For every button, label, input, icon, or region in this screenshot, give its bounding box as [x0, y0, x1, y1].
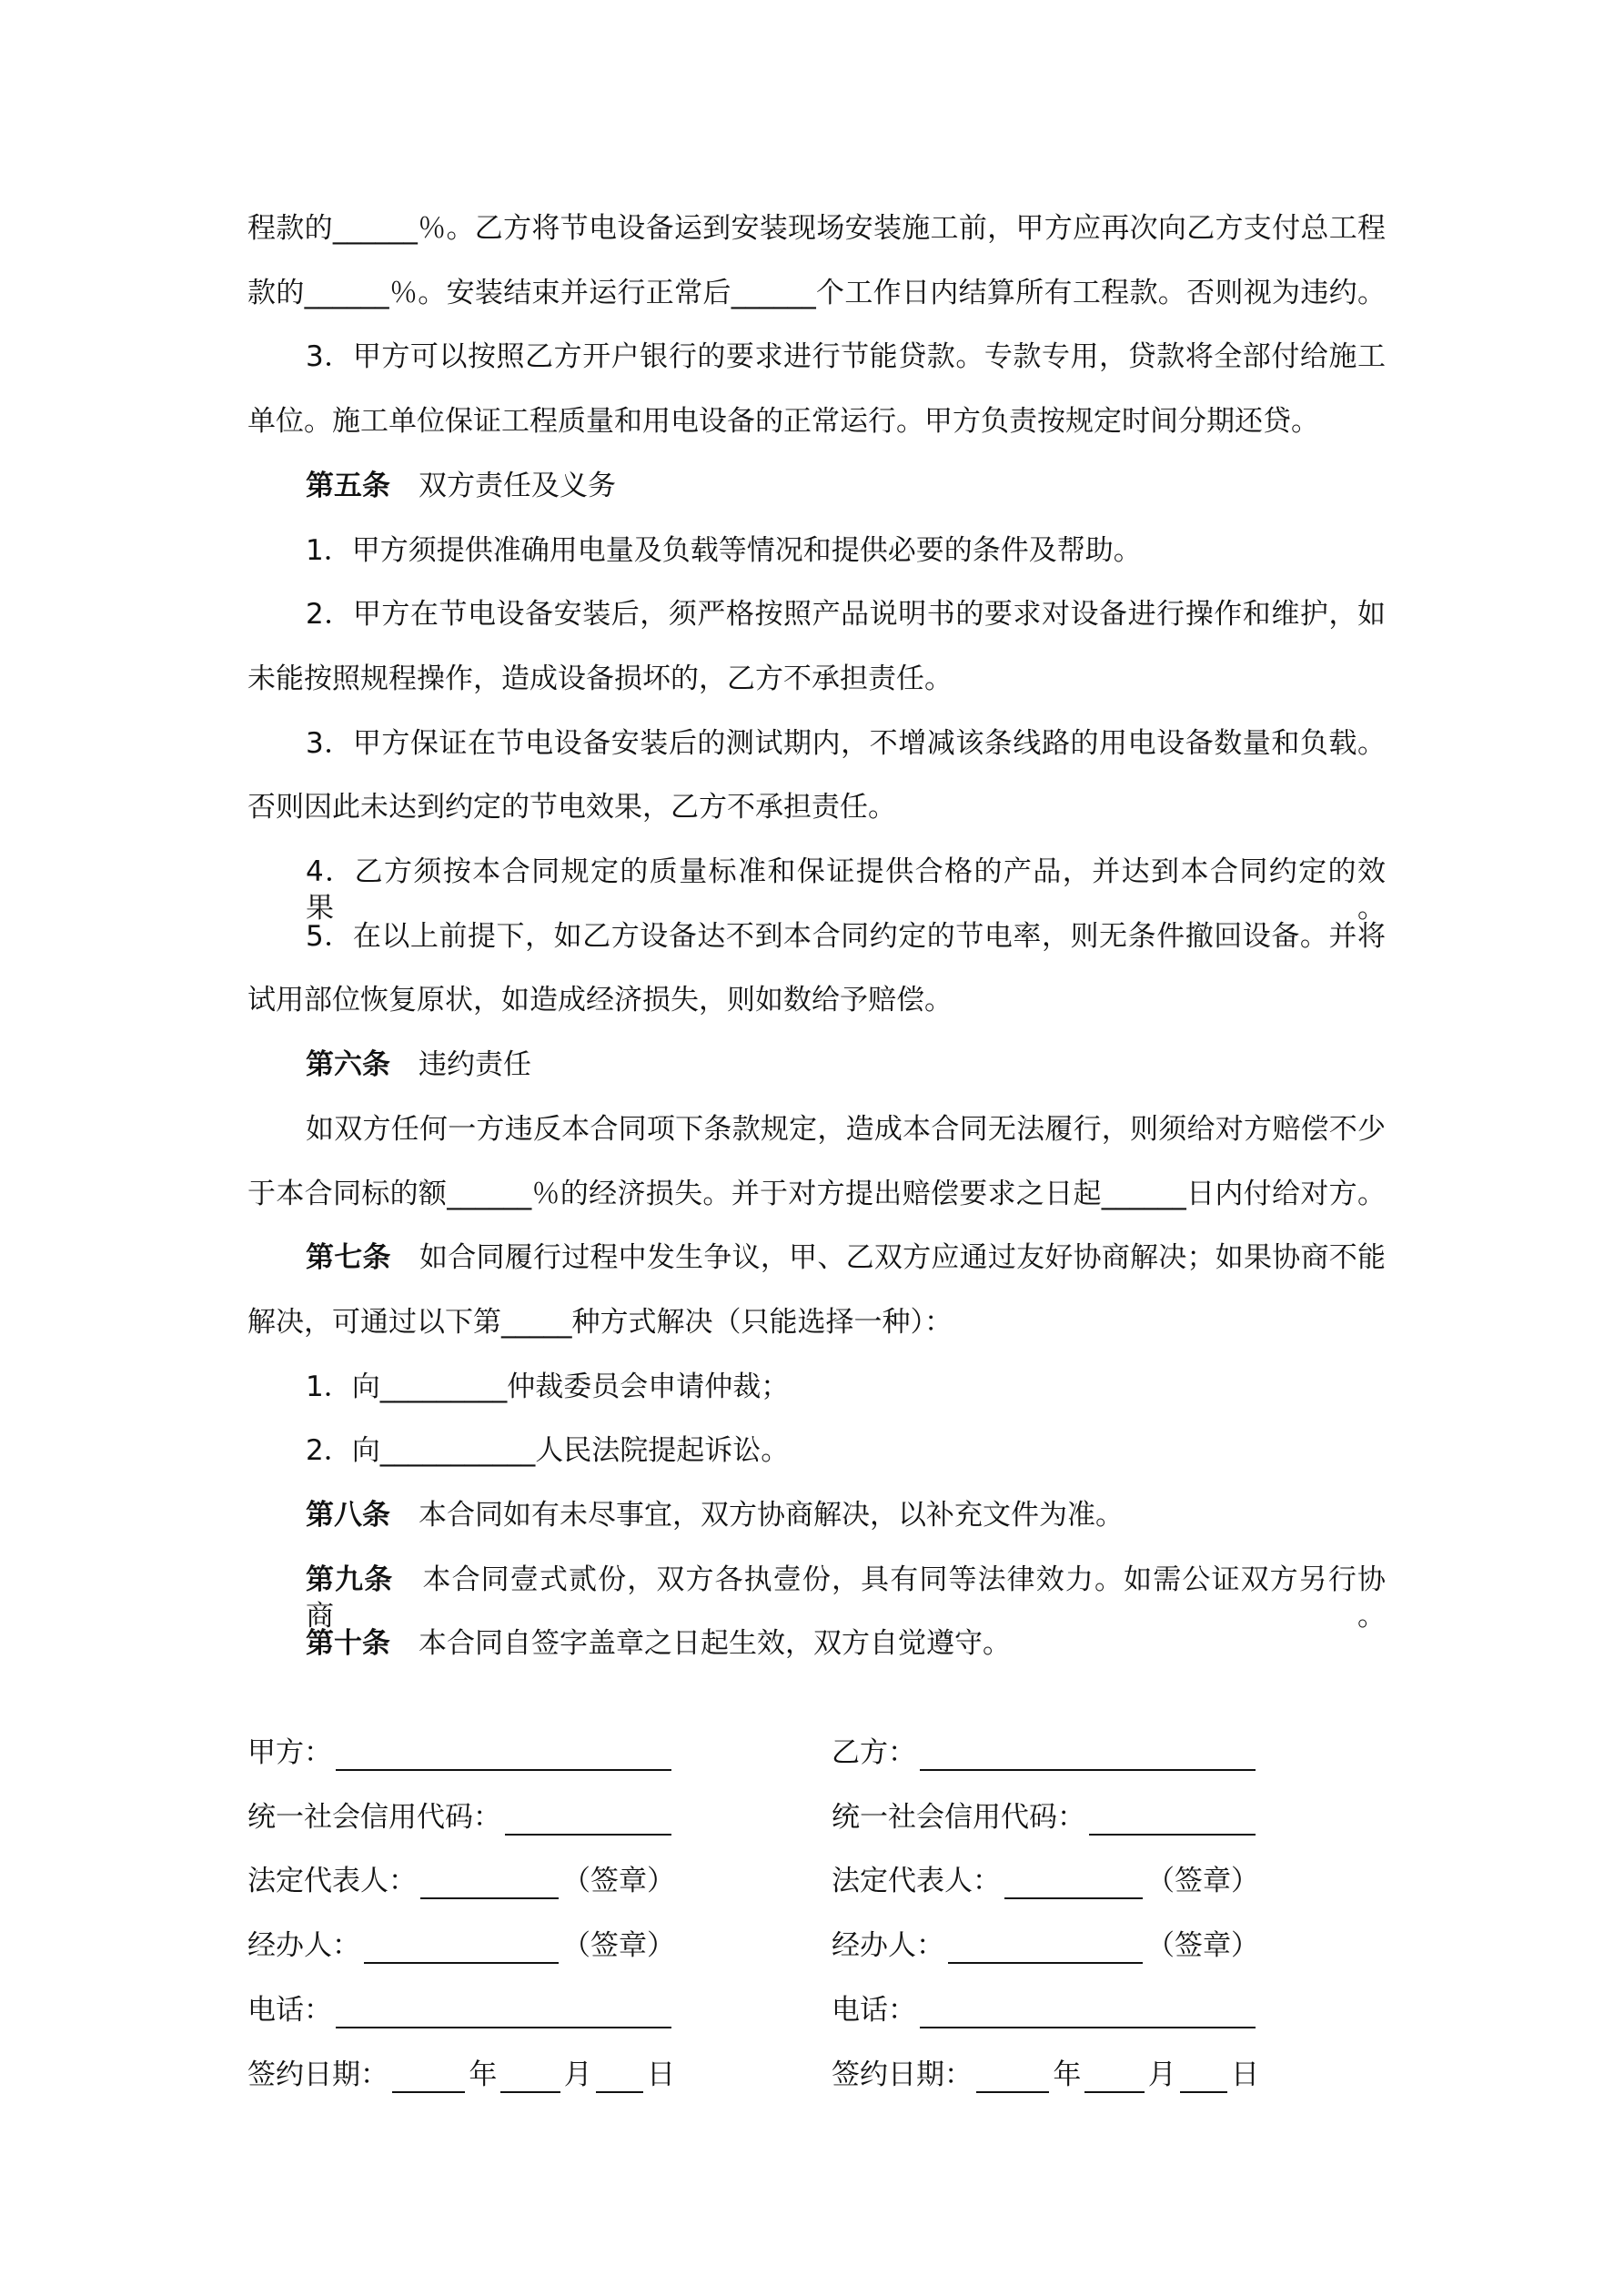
phone-label: 电话： [247, 1993, 332, 2027]
signature-row [247, 1799, 675, 1836]
signature-row [247, 1927, 675, 1964]
body-line [247, 661, 1386, 697]
line-text: 3．甲方保证在节电设备安装后的测试期内，不增减该条线路的用电设备数量和负载。 [306, 726, 1386, 760]
name-label: 甲方： [247, 1736, 332, 1769]
seal: （签章） [1146, 1929, 1259, 1963]
phone-field[interactable] [920, 1999, 1256, 2028]
line-text: 未能按照规程操作，造成设备损坏的，乙方不承担责任。 [247, 662, 953, 695]
line-text: 本合同壹式贰份，双方各执壹份，具有同等法律效力。如需公证双方另行协商。 [306, 1563, 1387, 1633]
article-number: 第六条 [306, 1048, 390, 1082]
name-label: 乙方： [832, 1736, 916, 1769]
seal: （签章） [1146, 1865, 1259, 1898]
body-line [247, 275, 1386, 311]
line-text: 5．在以上前提下，如乙方设备达不到本合同约定的节电率，则无条件撤回设备。并将 [306, 919, 1386, 953]
body-line [306, 532, 1386, 569]
line-text: 双方责任及义务 [390, 469, 616, 502]
year: 年 [469, 2058, 498, 2091]
signature-row [247, 1863, 675, 1899]
line-text: 违约责任 [390, 1048, 531, 1082]
article-heading-line [306, 1239, 1386, 1276]
agent-label: 经办人： [832, 1929, 944, 1963]
body-line [247, 210, 1386, 247]
article-number: 第十条 [306, 1627, 390, 1661]
signature-row [247, 1735, 675, 1771]
line-text: 2．甲方在节电设备安装后，须严格按照产品说明书的要求对设备进行操作和维护，如 [306, 598, 1386, 632]
article-heading-line [306, 1562, 1386, 1634]
body-line [306, 854, 1386, 926]
article-heading-line [306, 1047, 1386, 1083]
rep-label: 法定代表人： [832, 1865, 1001, 1898]
article-heading-line [306, 1497, 1386, 1533]
line-text: 解决，可通过以下第_____种方式解决（只能选择一种）： [247, 1305, 953, 1339]
signature-row [247, 2057, 675, 2093]
day-field[interactable] [1180, 2064, 1227, 2093]
line-text: 4．乙方须按本合同规定的质量标准和保证提供合格的产品，并达到本合同约定的效果。 [306, 855, 1386, 925]
article-number: 第七条 [306, 1241, 391, 1275]
line-text: 3．甲方可以按照乙方开户银行的要求进行节能贷款。专款专用，贷款将全部付给施工 [306, 340, 1386, 374]
seal: （签章） [562, 1865, 675, 1898]
body-line [247, 403, 1386, 440]
day: 日 [1231, 2058, 1259, 2091]
line-text: 程款的______％。乙方将节电设备运到安装现场安装施工前，甲方应再次向乙方支付总工程 [247, 212, 1386, 245]
body-line [247, 1304, 1386, 1340]
signature-row [832, 1799, 1259, 1836]
signature-row [832, 1927, 1259, 1964]
legal-rep-field[interactable] [1004, 1870, 1143, 1899]
line-text: 否则因此未达到约定的节电效果，乙方不承担责任。 [247, 791, 896, 824]
phone-field[interactable] [336, 1999, 671, 2028]
rep-label: 法定代表人： [247, 1865, 417, 1898]
line-text: 款的______％。安装结束并运行正常后______个工作日内结算所有工程款。否则视为违约。 [247, 276, 1386, 309]
day: 日 [647, 2058, 675, 2091]
body-line [306, 918, 1386, 955]
credit-code-field[interactable] [1089, 1806, 1256, 1836]
body-line [306, 725, 1386, 762]
signature-row [832, 1992, 1259, 2028]
date-label: 签约日期： [247, 2058, 388, 2091]
body-line [306, 596, 1386, 632]
credit-label: 统一社会信用代码： [832, 1800, 1085, 1834]
signature-row [832, 1735, 1259, 1771]
name-field[interactable] [336, 1742, 671, 1771]
line-text: 单位。施工单位保证工程质量和用电设备的正常运行。甲方负责按规定时间分期还贷。 [247, 405, 1319, 439]
line-text: 本合同如有未尽事宜，双方协商解决，以补充文件为准。 [390, 1499, 1124, 1532]
date-label: 签约日期： [832, 2058, 973, 2091]
line-text: 2．向___________人民法院提起诉讼。 [306, 1434, 790, 1468]
body-line [306, 339, 1386, 375]
body-line [306, 1369, 1386, 1405]
year: 年 [1053, 2058, 1082, 2091]
article-number: 第八条 [306, 1499, 390, 1532]
agent-field[interactable] [948, 1935, 1143, 1964]
legal-rep-field[interactable] [420, 1870, 559, 1899]
seal: （签章） [562, 1929, 675, 1963]
signature-row [832, 2057, 1259, 2093]
month: 月 [563, 2058, 592, 2091]
name-field[interactable] [920, 1742, 1256, 1771]
signature-row [247, 1992, 675, 2028]
credit-label: 统一社会信用代码： [247, 1800, 501, 1834]
article-number: 第五条 [306, 469, 390, 502]
body-line [247, 1176, 1386, 1212]
line-text: 1．向_________仲裁委员会申请仲裁； [306, 1370, 790, 1403]
month-field[interactable] [1084, 2064, 1144, 2093]
signature-row [832, 1863, 1259, 1899]
body-line [247, 982, 1386, 1018]
line-text: 如双方任何一方违反本合同项下条款规定，造成本合同无法履行，则须给对方赔偿不少 [306, 1112, 1386, 1146]
article-heading-line [306, 1625, 1386, 1662]
day-field[interactable] [596, 2064, 643, 2093]
article-heading-line [306, 468, 1386, 504]
article-number: 第九条 [306, 1563, 394, 1596]
phone-label: 电话： [832, 1993, 916, 2027]
credit-code-field[interactable] [505, 1806, 671, 1836]
year-field[interactable] [392, 2064, 465, 2093]
line-text: 于本合同标的额______％的经济损失。并于对方提出赔偿要求之日起______日内付给对方。 [247, 1177, 1386, 1210]
body-line [247, 789, 1386, 825]
body-line [306, 1432, 1386, 1469]
month-field[interactable] [500, 2064, 560, 2093]
body-line [306, 1111, 1386, 1148]
line-text: 如合同履行过程中发生争议，甲、乙双方应通过友好协商解决；如果协商不能 [390, 1241, 1387, 1275]
year-field[interactable] [976, 2064, 1049, 2093]
month: 月 [1147, 2058, 1176, 2091]
line-text: 本合同自签字盖章之日起生效，双方自觉遵守。 [390, 1627, 1011, 1661]
agent-field[interactable] [364, 1935, 559, 1964]
line-text: 1．甲方须提供准确用电量及负载等情况和提供必要的条件及帮助。 [306, 533, 1142, 567]
line-text: 试用部位恢复原状，如造成经济损失，则如数给予赔偿。 [247, 984, 953, 1017]
agent-label: 经办人： [247, 1929, 360, 1963]
